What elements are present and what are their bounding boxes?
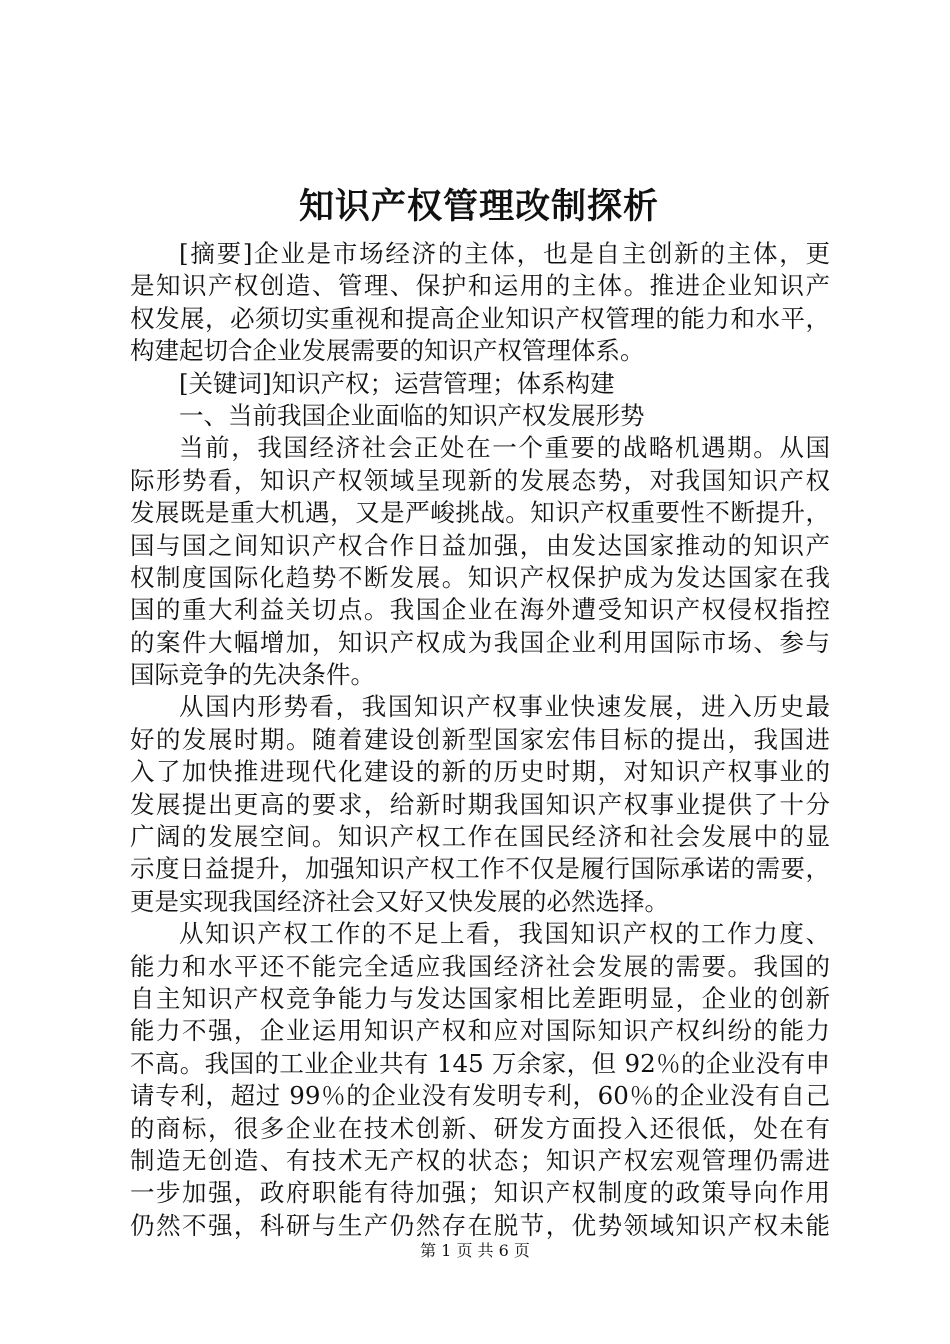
text-line: [摘要]企业是市场经济的主体，也是自主创新的主体，更 bbox=[179, 239, 830, 268]
text-line: 从国内形势看，我国知识产权事业快速发展，进入历史最 bbox=[179, 692, 830, 722]
text-line: 入了加快推进现代化建设的新的历史时期，对知识产权事业的 bbox=[130, 757, 830, 787]
text-line: 是知识产权创造、管理、保护和运用的主体。推进企业知识产 bbox=[130, 271, 830, 301]
text-line: 广阔的发展空间。知识产权工作在国民经济和社会发展中的显 bbox=[130, 822, 830, 852]
text-line: 能力不强，企业运用知识产权和应对国际知识产权纠纷的能力 bbox=[130, 1016, 830, 1046]
text-line: 国与国之间知识产权合作日益加强，由发达国家推动的知识产 bbox=[130, 530, 830, 560]
text-line: 际形势看，知识产权领域呈现新的发展态势，对我国知识产权 bbox=[130, 465, 830, 495]
text-line: 自主知识产权竞争能力与发达国家相比差距明显，企业的创新 bbox=[130, 983, 830, 1013]
text-line: 仍然不强，科研与生产仍然存在脱节，优势领域知识产权未能 bbox=[130, 1210, 830, 1240]
text-line: 制造无创造、有技术无产权的状态；知识产权宏观管理仍需进 bbox=[130, 1145, 830, 1175]
text-line: 权发展，必须切实重视和提高企业知识产权管理的能力和水平， bbox=[130, 303, 830, 333]
text-line: 发展既是重大机遇，又是严峻挑战。知识产权重要性不断提升， bbox=[130, 498, 830, 528]
text-line: [关键词]知识产权；运营管理；体系构建 bbox=[179, 368, 615, 398]
text-line: 不高。我国的工业企业共有 145 万余家，但 92％的企业没有申 bbox=[130, 1048, 830, 1078]
page-footer: 第 1 页 共 6 页 bbox=[420, 1241, 530, 1260]
text-line: 国的重大利益关切点。我国企业在海外遭受知识产权侵权指控 bbox=[130, 595, 830, 625]
text-line: 国际竞争的先决条件。 bbox=[130, 660, 375, 690]
text-line: 的商标，很多企业在技术创新、研发方面投入还很低，处在有 bbox=[130, 1113, 830, 1143]
document-title: 知识产权管理改制探析 bbox=[298, 186, 659, 227]
text-line: 的案件大幅增加，知识产权成为我国企业利用国际市场、参与 bbox=[130, 627, 830, 657]
text-line: 能力和水平还不能完全适应我国经济社会发展的需要。我国的 bbox=[130, 951, 830, 981]
text-line: 权制度国际化趋势不断发展。知识产权保护成为发达国家在我 bbox=[130, 562, 830, 592]
document-body bbox=[130, 238, 830, 1242]
text-line: 更是实现我国经济社会又好又快发展的必然选择。 bbox=[130, 886, 669, 916]
text-line: 示度日益提升，加强知识产权工作不仅是履行国际承诺的需要， bbox=[130, 854, 830, 884]
text-line: 一、当前我国企业面临的知识产权发展形势 bbox=[179, 400, 645, 430]
text-line: 构建起切合企业发展需要的知识产权管理体系。 bbox=[130, 336, 645, 366]
text-line: 从知识产权工作的不足上看，我国知识产权的工作力度、 bbox=[179, 919, 830, 949]
text-line: 请专利，超过 99％的企业没有发明专利，60％的企业没有自己 bbox=[130, 1081, 830, 1111]
text-line: 一步加强，政府职能有待加强；知识产权制度的政策导向作用 bbox=[130, 1178, 830, 1208]
text-line: 当前，我国经济社会正处在一个重要的战略机遇期。从国 bbox=[179, 433, 830, 463]
text-line: 发展提出更高的要求，给新时期我国知识产权事业提供了十分 bbox=[130, 789, 830, 819]
text-line: 好的发展时期。随着建设创新型国家宏伟目标的提出，我国进 bbox=[130, 724, 830, 754]
